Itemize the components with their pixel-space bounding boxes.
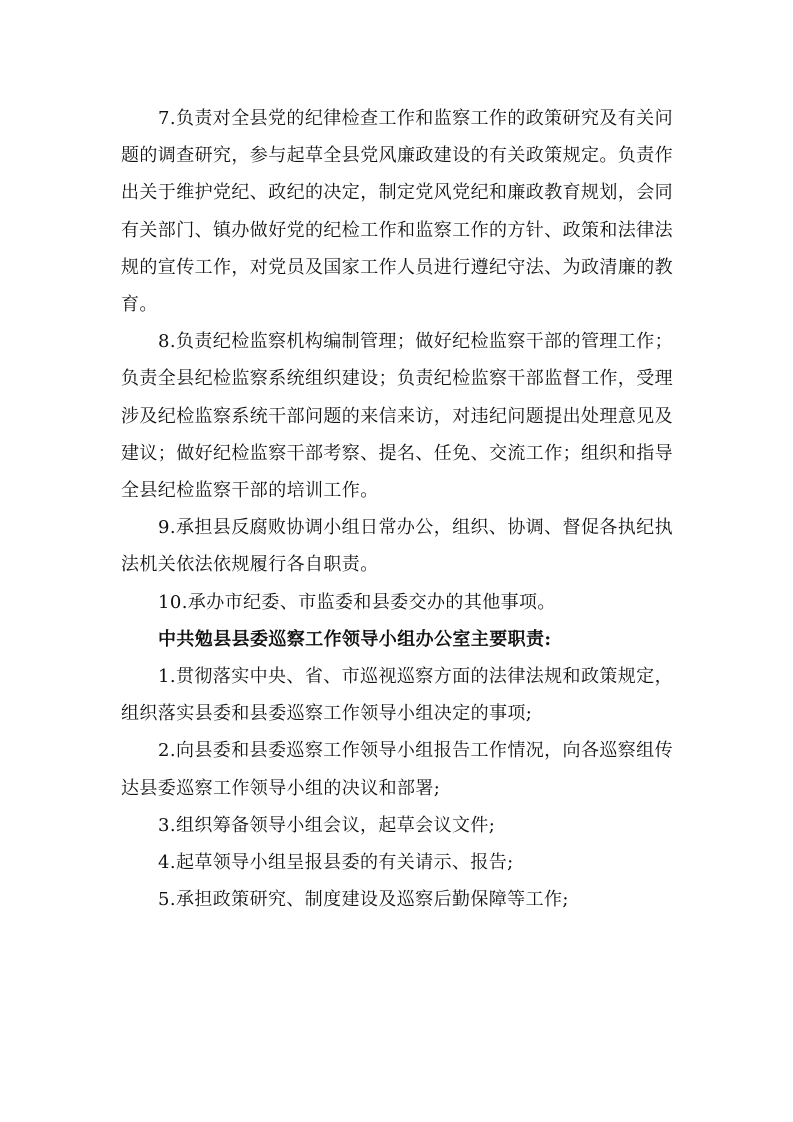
duty-item-1: 1.贯彻落实中央、省、市巡视巡察方面的法律法规和政策规定，组织落实县委和县委巡察工作领导小组决定的事项; [121, 666, 673, 725]
document-body [121, 100, 673, 918]
paragraph-item-8: 8.负责纪检监察机构编制管理；做好纪检监察干部的管理工作；负责全县纪检监察系统组织建设；负责纪检监察干部监督工作，受理涉及纪检监察系统干部问题的来信来访，对违纪问题提出处理意见及建议；做好纪检监察干部考察、提名、任免、交流工作；组织和指导全县纪检监察干部的培训工作。 [121, 331, 673, 502]
duty-item-2: 2.向县委和县委巡察工作领导小组报告工作情况，向各巡察组传达县委巡察工作领导小组的决议和部署; [121, 740, 673, 799]
paragraph-item-9: 9.承担县反腐败协调小组日常办公，组织、协调、督促各执纪执法机关依法依规履行各自职责。 [121, 517, 673, 576]
duty-item-3: 3.组织筹备领导小组会议，起草会议文件; [158, 814, 496, 836]
paragraph-item-10: 10.承办市纪委、市监委和县委交办的其他事项。 [158, 591, 556, 613]
duty-item-5: 5.承担政策研究、制度建设及巡察后勤保障等工作; [158, 889, 569, 911]
section-heading: 中共勉县县委巡察工作领导小组办公室主要职责: [158, 628, 552, 650]
paragraph-item-7: 7.负责对全县党的纪律检查工作和监察工作的政策研究及有关问题的调查研究，参与起草全县党风廉政建设的有关政策规定。负责作出关于维护党纪、政纪的决定，制定党风党纪和廉政教育规划，会同有关部门、镇办做好党的纪检工作和监察工作的方针、政策和法律法规的宣传工作，对党员及国家工作人员进行遵纪守法、为政清廉的教育。 [121, 108, 673, 316]
duty-item-4: 4.起草领导小组呈报县委的有关请示、报告; [158, 852, 514, 874]
